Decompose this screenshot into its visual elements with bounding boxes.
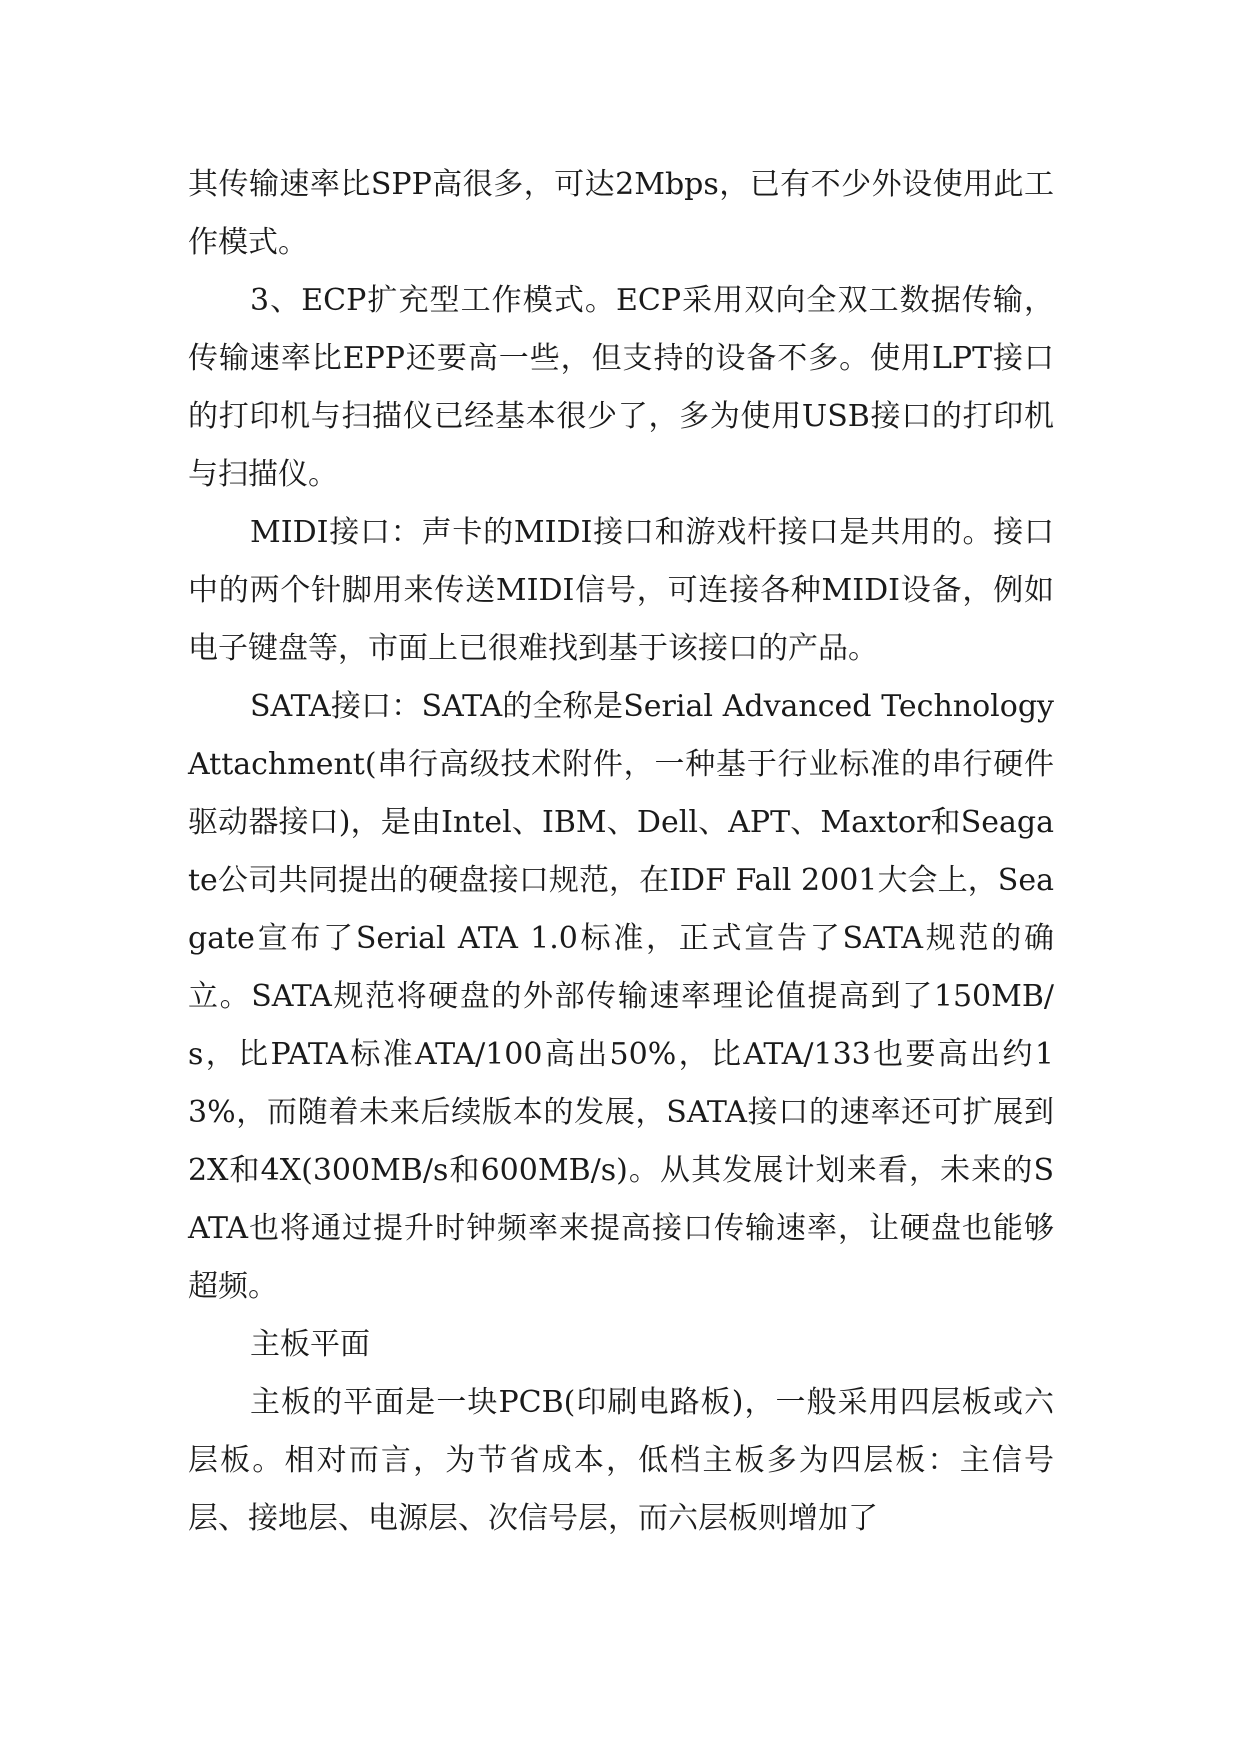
paragraph-ecp-mode: 3、ECP扩充型工作模式。ECP采用双向全双工数据传输，传输速率比EPP还要高一些，但支持的设备不多。使用LPT接口的打印机与扫描仪已经基本很少了，多为使用USB接口的打印机与扫描仪。 [188,283,1054,492]
section-heading-motherboard-plane: 主板平面 [250,1327,370,1362]
paragraph-motherboard-pcb: 主板的平面是一块PCB(印刷电路板)，一般采用四层板或六层板。相对而言，为节省成本，低档主板多为四层板：主信号层、接地层、电源层、次信号层，而六层板则增加了 [188,1385,1054,1536]
document-body [188,156,1054,1548]
paragraph-continued-epp: 其传输速率比SPP高很多，可达2Mbps，已有不少外设使用此工作模式。 [188,167,1054,260]
paragraph-midi-interface: MIDI接口：声卡的MIDI接口和游戏杆接口是共用的。接口中的两个针脚用来传送MIDI信号，可连接各种MIDI设备，例如电子键盘等，市面上已很难找到基于该接口的产品。 [188,515,1054,666]
paragraph-sata-interface: SATA接口：SATA的全称是Serial Advanced Technology Attachment(串行高级技术附件，一种基于行业标准的串行硬件驱动器接口)，是由Intel、IBM、Dell、APT、Maxtor和Seagate公司共同提出的硬盘接口规范，在IDF Fall 2001大会上，Seagate宣布了Serial ATA 1.0标准，正式宣告了SATA规范的确立。SATA规范将硬盘的外部传输速率理论值提高到了150MB/s，比PATA标准ATA/100高出50%，比ATA/133也要高出约13%，而随着未来后续版本的发展，SATA接口的速率还可扩展到2X和4X(300MB/s和600MB/s)。从其发展计划来看，未来的SATA也将通过提升时钟频率来提高接口传输速率，让硬盘也能够超频。 [188,689,1054,1304]
